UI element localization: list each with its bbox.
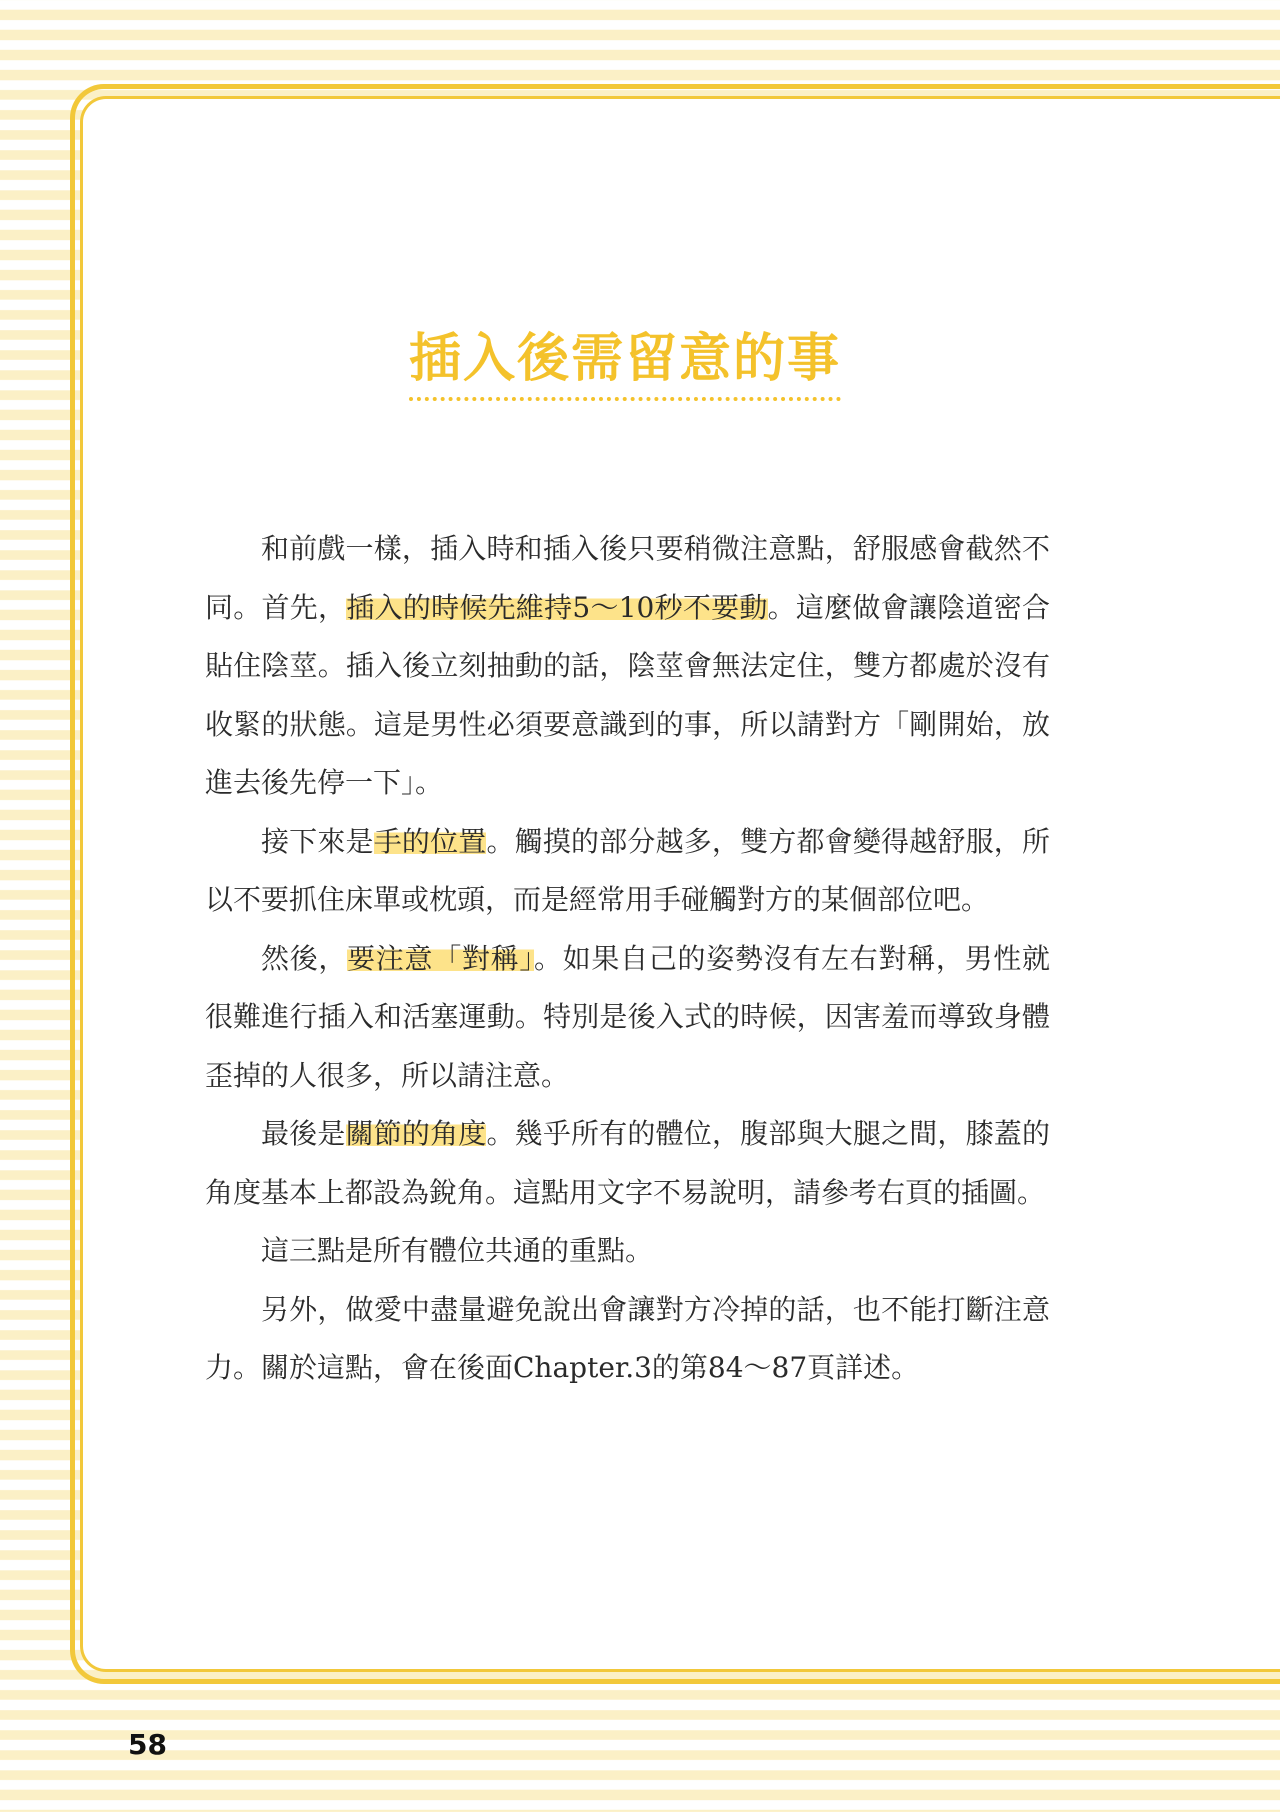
paragraph — [205, 1105, 1050, 1222]
paragraph-text: 。幾乎所有的體位，腹部與大腿之間，膝蓋的角度基本上都設為銳角。這點用文字不易說明，請參考右頁的插圖。 — [205, 1117, 1050, 1209]
paragraph-text: 。觸摸的部分越多，雙方都會變得越舒服，所以不要抓住床單或枕頭，而是經常用手碰觸對方的某個部位吧。 — [205, 824, 1050, 916]
highlighted-text: 手的位置 — [373, 824, 487, 858]
paragraph — [205, 930, 1050, 1106]
paragraph — [205, 520, 1050, 813]
paragraph-text: 另外，做愛中盡量避免說出會讓對方冷掉的話，也不能打斷注意力。關於這點，會在後面Chapter.3的第84～87頁詳述。 — [205, 1292, 1050, 1384]
paragraph-text: 和前戲一樣，插入時和插入後只要稍微注意點，舒服感會截然不同。首先， — [205, 532, 1050, 624]
paragraph-text: 接下來是 — [261, 824, 374, 858]
paragraph — [205, 1281, 1050, 1398]
highlighted-text: 關節的角度 — [345, 1117, 487, 1150]
page-number: 58 — [128, 1728, 167, 1761]
page-title-text: 插入後需留意的事 — [409, 325, 841, 401]
paragraph-text: 。如果自己的姿勢沒有左右對稱，男性就很難進行插入和活塞運動。特別是後入式的時候，因害羞而導致身體歪掉的人很多，所以請注意。 — [205, 941, 1050, 1092]
paragraph — [205, 1222, 1050, 1281]
paragraph-text: 最後是 — [261, 1117, 346, 1150]
paragraph-text: 這三點是所有體位共通的重點。 — [261, 1234, 654, 1267]
highlighted-text: 要注意「對稱」 — [347, 941, 535, 975]
paragraph-text: 然後， — [261, 941, 348, 975]
body-text — [205, 520, 1050, 1398]
page-title — [0, 325, 1250, 401]
paragraph — [205, 813, 1050, 930]
paragraph-text: 。這麼做會讓陰道密合貼住陰莖。插入後立刻抽動的話，陰莖會無法定住，雙方都處於沒有收緊的狀態。這是男性必須要意識到的事，所以請對方「剛開始，放進去後先停一下」。 — [205, 590, 1050, 799]
highlighted-text: 插入的時候先維持5～10秒不要動 — [346, 590, 768, 624]
